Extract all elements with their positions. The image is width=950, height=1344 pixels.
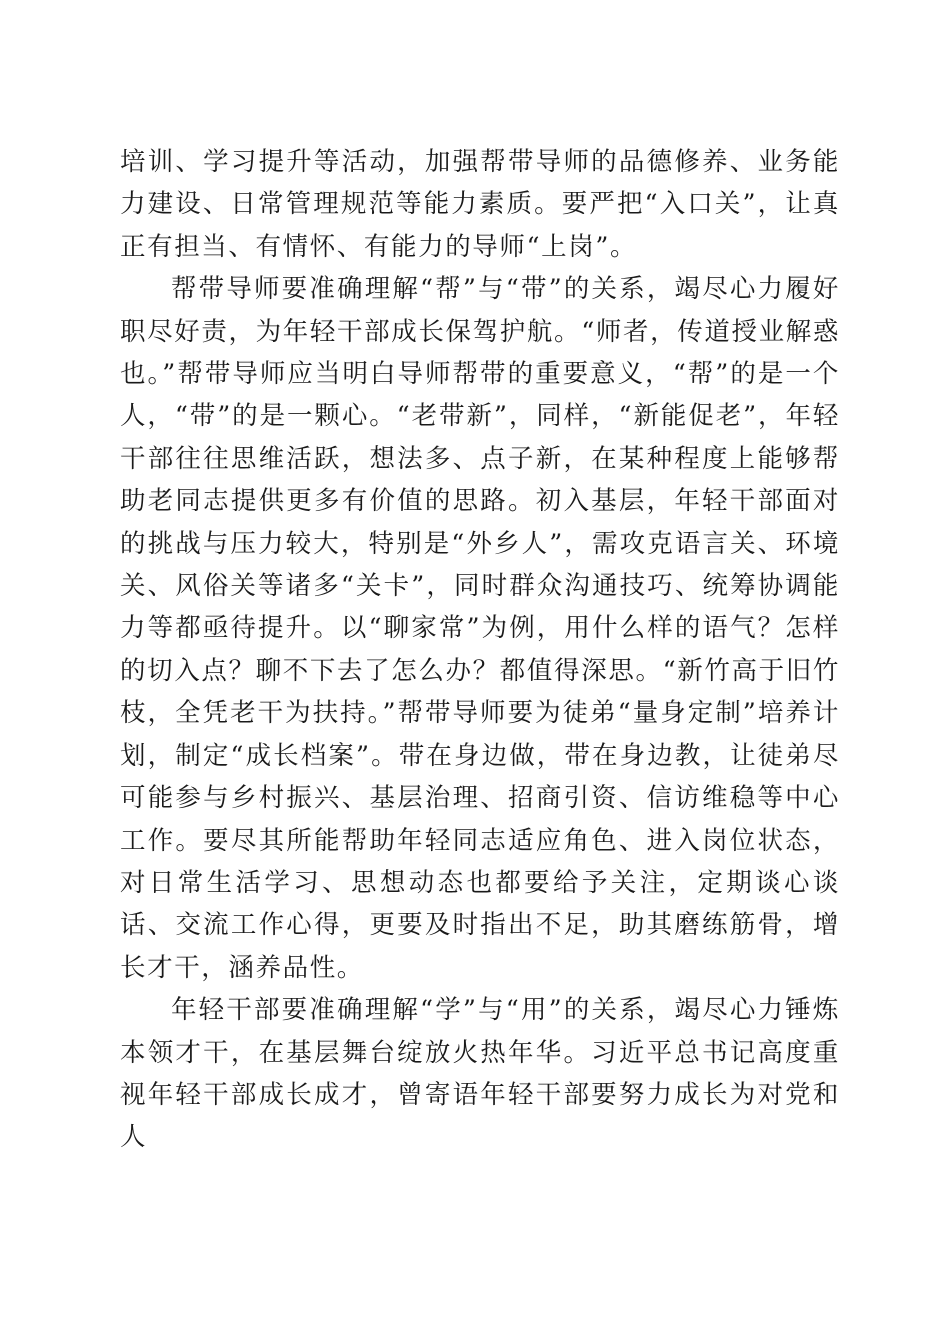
paragraph-1: 培训、学习提升等活动，加强帮带导师的品德修养、业务能力建设、日常管理规范等能力素质。要严把“入口关”，让真正有担当、有情怀、有能力的导师“上岗”。 — [120, 147, 840, 262]
paragraph-2: 帮带导师要准确理解“帮”与“带”的关系，竭尽心力履好职尽好责，为年轻干部成长保驾护航。“师者，传道授业解惑也。”帮带导师应当明白导师帮带的重要意义，“帮”的是一个人，“带”的是一颗心。“老带新”，同样，“新能促老”，年轻干部往往思维活跃，想法多、点子新，在某种程度上能够帮助老同志提供更多有价值的思路。初入基层，年轻干部面对的挑战与压力较大，特别是“外乡人”，需攻克语言关、环境关、风俗关等诸多“关卡”，同时群众沟通技巧、统筹协调能力等都亟待提升。以“聊家常”为例，用什么样的语气？怎样的切入点？聊不下去了怎么办？都值得深思。“新竹高于旧竹枝，全凭老干为扶持。”帮带导师要为徒弟“量身定制”培养计划，制定“成长档案”。带在身边做，带在身边教，让徒弟尽可能参与乡村振兴、基层治理、招商引资、信访维稳等中心工作。要尽其所能帮助年轻同志适应角色、进入岗位状态，对日常生活学习、思想动态也都要给予关注，定期谈心谈话、交流工作心得，更要及时指出不足，助其磨练筋骨，增长才干，涵养品性。 — [120, 274, 840, 983]
paragraph-3: 年轻干部要准确理解“学”与“用”的关系，竭尽心力锤炼本领才干，在基层舞台绽放火热年华。习近平总书记高度重视年轻干部成长成才，曾寄语年轻干部要努力成长为对党和人 — [120, 995, 840, 1153]
document-body — [120, 141, 840, 1159]
